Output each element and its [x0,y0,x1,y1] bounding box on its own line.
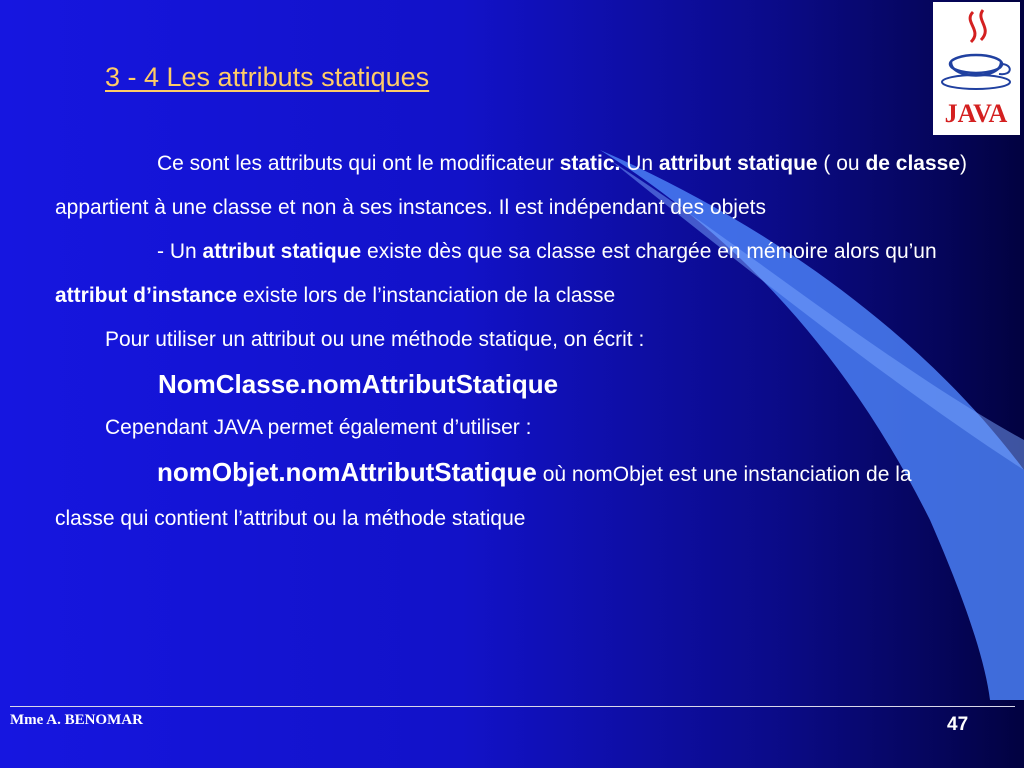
svg-text:JAVA: JAVA [944,99,1008,128]
term-attribut-statique: attribut statique [658,152,818,175]
java-coffee-cup-icon [933,2,1020,135]
keyword-static: static. [559,152,621,175]
code-object-syntax: nomObjet.nomAttributStatique [157,457,537,487]
code-class-syntax: NomClasse.nomAttributStatique [158,369,559,399]
paragraph-lifetime [55,230,975,318]
term-de-classe: de classe [865,152,961,175]
text-run: Un [620,152,659,175]
paragraph-usage: Pour utiliser un attribut ou une méthode statique, on écrit : [105,328,645,351]
term-attribut-statique: attribut statique [202,240,362,263]
paragraph-alternative: Cependant JAVA permet également d’utiliser : [105,416,532,439]
text-run: où nomObjet est une instanciation de la classe qui contient l’attribut ou la méthode statique [55,463,912,530]
term-attribut-instance: attribut d’instance [55,284,238,307]
page-number: 47 [947,714,969,735]
slide-title: 3 - 4 Les attributs statiques [105,62,430,92]
text-run: existe lors de l’instanciation de la classe [237,284,616,307]
text-run: Ce sont les attributs qui ont le modificateur [157,152,560,175]
paragraph-definition [55,142,975,230]
paragraph-object-syntax [55,450,975,541]
text-run: ) appartient à une classe et non à ses instances. Il est indépendant des objets [55,152,968,219]
java-logo [933,2,1020,135]
text-run: ( ou [817,152,866,175]
footer-author: Mme A. BENOMAR [10,712,143,728]
text-run: existe dès que sa classe est chargée en mémoire alors qu’un [361,240,937,263]
slide-body [55,142,975,541]
text-run: - Un [157,240,203,263]
footer-divider [10,706,1015,707]
